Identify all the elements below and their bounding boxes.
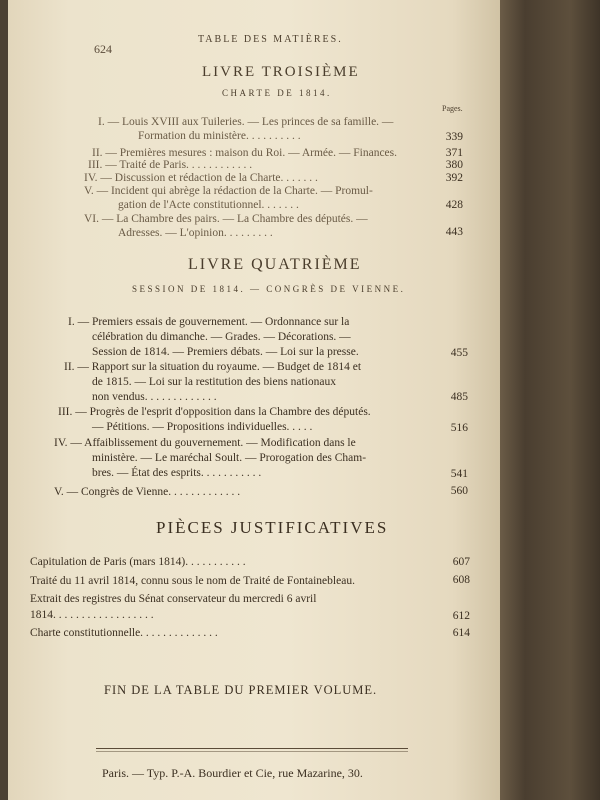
pages-column-label: Pages. (442, 104, 463, 113)
toc-entry-line: célébration du dimanche. — Grades. — Décorations. — (92, 331, 351, 343)
toc-entry-line: IV. — Discussion et rédaction de la Charte. . . . . . . (84, 172, 318, 184)
toc-entry-line: Formation du ministère. . . . . . . . . . (138, 130, 301, 142)
toc-page-number: 339 (445, 131, 463, 143)
pieces-justificatives-title: PIÈCES JUSTIFICATIVES (156, 518, 389, 537)
livre-3-subtitle: CHARTE DE 1814. (222, 88, 332, 98)
toc-entry-line: Session de 1814. — Premiers débats. — Loi sur la presse. (92, 346, 359, 358)
toc-entry-line: gation de l'Acte constitutionnel. . . . . . . (118, 199, 299, 211)
toc-entry-line: V. — Incident qui abrège la rédaction de la Charte. — Promul- (84, 185, 373, 197)
footer-rule (96, 748, 408, 749)
toc-page-number: 392 (445, 172, 463, 184)
toc-entry-line: III. — Progrès de l'esprit d'opposition dans la Chambre des députés. (58, 406, 371, 418)
toc-page-number: 560 (450, 485, 468, 497)
printer-imprint: Paris. — Typ. P.-A. Bourdier et Cie, rue Mazarine, 30. (102, 766, 363, 780)
toc-entry-line: V. — Congrès de Vienne. . . . . . . . . . . . . (54, 486, 241, 498)
toc-page-number: 608 (452, 574, 470, 586)
toc-page-number: 371 (445, 147, 463, 159)
end-of-table-line: FIN DE LA TABLE DU PREMIER VOLUME. (104, 683, 378, 697)
livre-4-title: LIVRE QUATRIÈME (188, 256, 362, 273)
toc-entry-line: Traité du 11 avril 1814, connu sous le nom de Traité de Fontainebleau. (30, 575, 355, 587)
toc-page-number: 614 (452, 627, 470, 639)
toc-entry-line: II. — Rapport sur la situation du royaume. — Budget de 1814 et (64, 361, 362, 373)
running-head: TABLE DES MATIÈRES. (198, 34, 343, 45)
toc-page-number: 443 (445, 226, 463, 238)
toc-page-number: 612 (452, 610, 470, 622)
footer-rule-double (96, 751, 408, 752)
toc-entry-line: 1814. . . . . . . . . . . . . . . . . . (30, 609, 154, 621)
toc-entry-line: de 1815. — Loi sur la restitution des biens nationaux (92, 376, 337, 388)
toc-entry-line: Charte constitutionnelle. . . . . . . . . . . . . . (30, 627, 218, 639)
toc-entry-line: ministère. — Le maréchal Soult. — Prorogation des Cham- (92, 452, 367, 464)
toc-entry-line: VI. — La Chambre des pairs. — La Chambre des députés. — (84, 213, 368, 225)
toc-page-number: 541 (450, 468, 468, 480)
book-cover-edge (500, 0, 600, 800)
toc-page-number: 455 (450, 347, 468, 359)
toc-page-number: 428 (445, 199, 463, 211)
toc-entry-line: IV. — Affaiblissement du gouvernement. — Modification dans le (54, 437, 356, 449)
toc-entry-line: bres. — État des esprits. . . . . . . . . . . (92, 467, 262, 479)
toc-page-number: 516 (450, 422, 468, 434)
toc-page-number: 485 (450, 391, 468, 403)
page-number: 624 (94, 42, 112, 56)
toc-page-number: 607 (452, 556, 470, 568)
toc-entry-line: Capitulation de Paris (mars 1814). . . . . . . . . . . (30, 556, 246, 568)
toc-entry-line: — Pétitions. — Propositions individuelles. . . . . (92, 421, 313, 433)
toc-page-number: 380 (445, 159, 463, 171)
toc-entry-line: non vendus. . . . . . . . . . . . . (92, 391, 217, 403)
book-page (8, 0, 513, 800)
livre-3-title: LIVRE TROISIÈME (202, 64, 360, 80)
toc-entry-line: Extrait des registres du Sénat conservateur du mercredi 6 avril (30, 593, 317, 605)
toc-entry-line: I. — Louis XVIII aux Tuileries. — Les princes de sa famille. — (98, 116, 394, 128)
toc-entry-line: III. — Traité de Paris. . . . . . . . . . . . (88, 159, 253, 171)
livre-4-subtitle: SESSION DE 1814. — CONGRÈS DE VIENNE. (132, 284, 406, 294)
toc-entry-line: Adresses. — L'opinion. . . . . . . . . (118, 227, 273, 239)
toc-entry-line: I. — Premiers essais de gouvernement. — Ordonnance sur la (68, 316, 350, 328)
toc-entry-line: II. — Premières mesures : maison du Roi. — Armée. — Finances. (92, 147, 398, 159)
